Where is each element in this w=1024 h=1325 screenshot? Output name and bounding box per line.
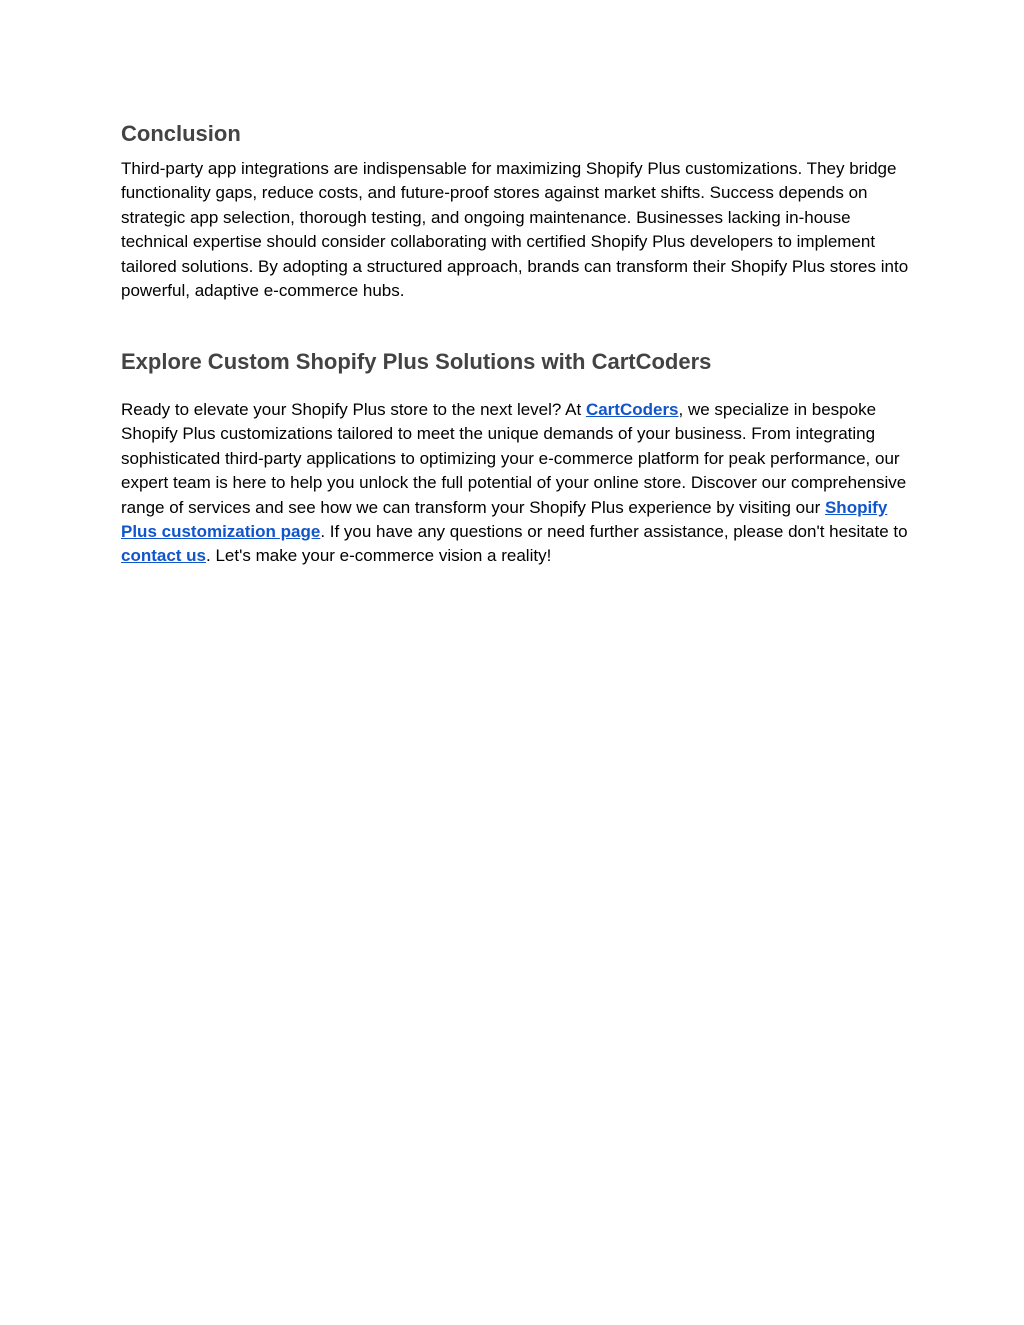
explore-text-4: . Let's make your e-commerce vision a reality! bbox=[206, 546, 552, 566]
explore-heading: Explore Custom Shopify Plus Solutions with CartCoders bbox=[121, 349, 712, 374]
cartcoders-link[interactable]: CartCoders bbox=[585, 400, 679, 419]
conclusion-heading: Conclusion bbox=[121, 121, 241, 146]
explore-text-2: , we specialize in bespoke Shopify Plus customizations tailored to meet the unique demands of your business. From integrating sophisticated third-party applications to optimizing your e-commerce platform for peak performance, our expert team is here to help you unlock the full potential of your online store. Discover our comprehensive range of services and see how we can transform your Shopify Plus experience by visiting our bbox=[121, 400, 907, 517]
explore-text-3: . If you have any questions or need further assistance, please don't hesitate to bbox=[320, 522, 908, 542]
explore-paragraph bbox=[121, 398, 911, 569]
contact-us-link[interactable]: contact us bbox=[121, 546, 207, 566]
explore-text-1: Ready to elevate your Shopify Plus store to the next level? At bbox=[121, 400, 586, 419]
conclusion-paragraph: Third-party app integrations are indispensable for maximizing Shopify Plus customizations. They bridge functionality gaps, reduce costs, and future-proof stores against market shifts. Success depends on strategic app selection, thorough testing, and ongoing maintenance. Businesses lacking in-house technical expertise should consider collaborating with certified Shopify Plus developers to implement tailored solutions. By adopting a structured approach, brands can transform their Shopify Plus stores into powerful, adaptive e-commerce hubs. bbox=[121, 159, 909, 301]
customization-page-link[interactable]: Shopify Plus customization page bbox=[121, 497, 888, 542]
